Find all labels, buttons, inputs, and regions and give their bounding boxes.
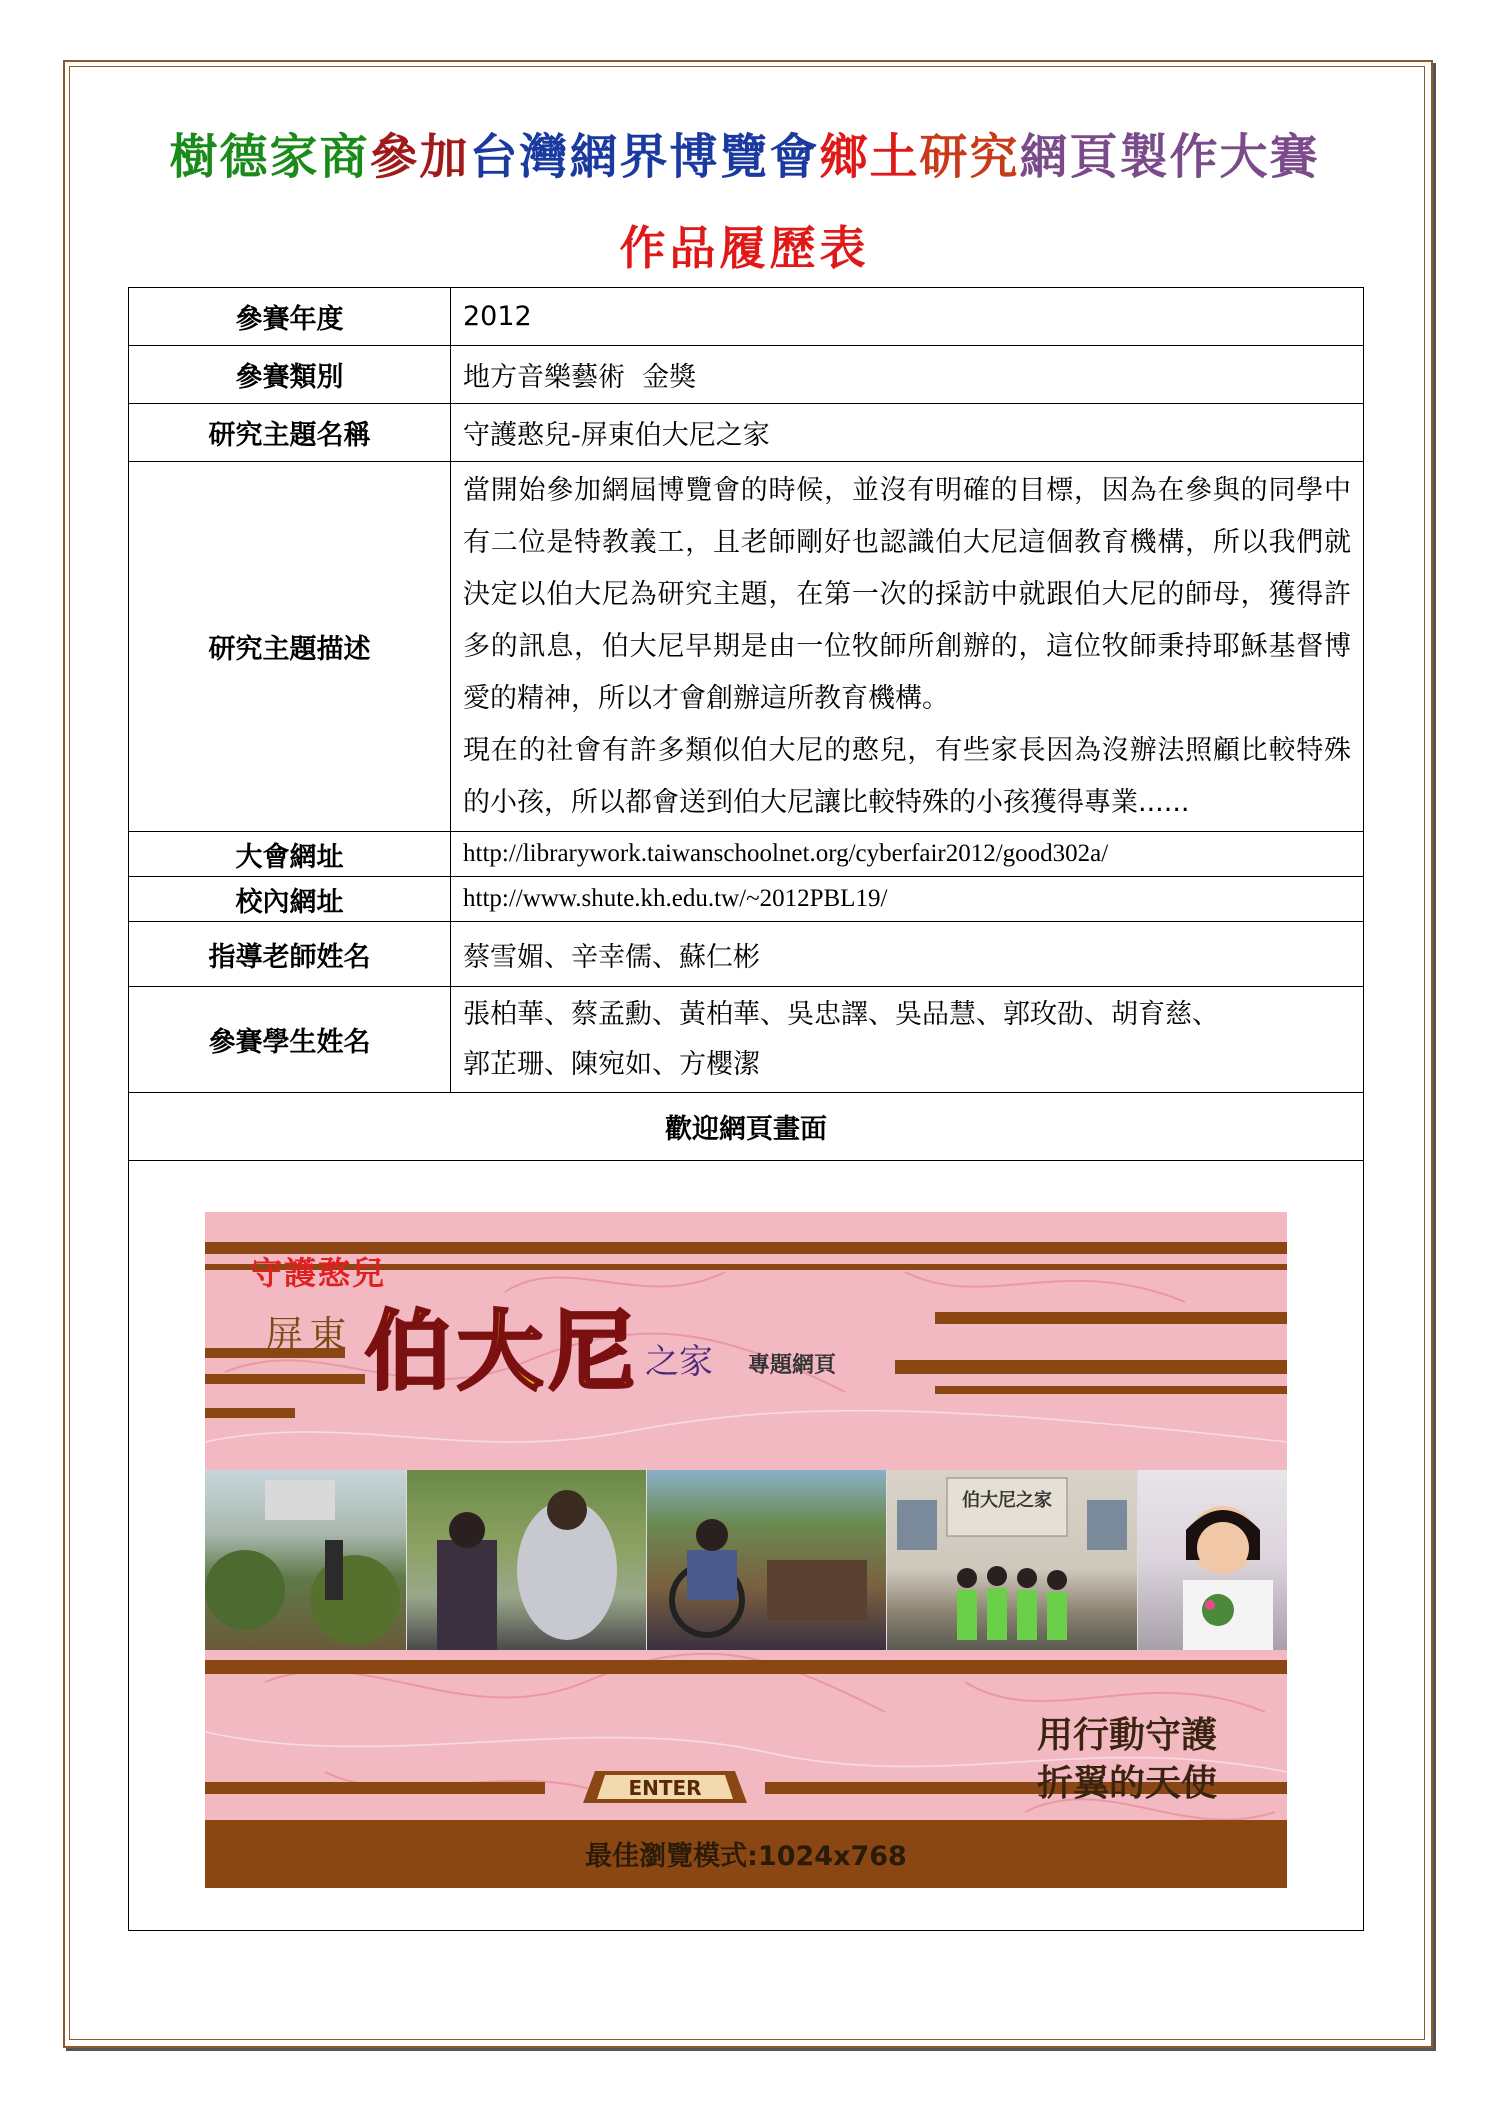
photo-volunteers-art bbox=[205, 1470, 407, 1650]
teacher-label: 指導老師姓名 bbox=[129, 922, 451, 987]
topic-value: 守護憨兒-屏東伯大尼之家 bbox=[451, 404, 1364, 462]
teacher-value: 蔡雪媚、辛幸儒、蘇仁彬 bbox=[451, 922, 1364, 987]
title-seg-1: 樹德家商 bbox=[169, 129, 370, 185]
table-row bbox=[129, 1093, 1364, 1161]
student-value bbox=[451, 987, 1364, 1093]
desc-paragraph-2: 現在的社會有許多類似伯大尼的憨兒，有些家長因為沒辦法照顧比較特殊的小孩，所以都會送到伯大尼讓比較特殊的小孩獲得專業...... bbox=[463, 734, 1351, 818]
enter-label: ENTER bbox=[628, 1776, 702, 1800]
banner-stripe bbox=[895, 1360, 1287, 1374]
title-seg-6: 網頁製作大賽 bbox=[1019, 129, 1320, 185]
desc-value bbox=[451, 462, 1364, 832]
photo-bethany-art bbox=[887, 1470, 1137, 1650]
site-label: 大會網址 bbox=[129, 832, 451, 877]
photo-bethany-home bbox=[887, 1470, 1137, 1650]
photo-smiling-girl bbox=[1138, 1470, 1287, 1650]
table-row bbox=[129, 987, 1364, 1093]
student-line-1: 張柏華、蔡孟勳、黃柏華、吳忠譯、吳品慧、郭玫劭、胡育慈、 bbox=[463, 998, 1219, 1030]
school-label: 校內網址 bbox=[129, 877, 451, 922]
title-seg-4: 鄉土 bbox=[819, 129, 920, 185]
table-row bbox=[129, 922, 1364, 987]
enter-button[interactable] bbox=[581, 1769, 749, 1805]
banner-title-d: 之家 bbox=[645, 1342, 713, 1382]
banner-title-e: 專題網頁 bbox=[748, 1353, 837, 1378]
photo-wheelchair-art bbox=[647, 1470, 887, 1650]
best-view-mode: 最佳瀏覽模式:1024x768 bbox=[585, 1841, 907, 1872]
school-url[interactable]: http://www.shute.kh.edu.tw/~2012PBL19/ bbox=[451, 877, 1364, 922]
title-seg-2: 參加 bbox=[369, 129, 470, 185]
banner-stripe bbox=[205, 1782, 545, 1794]
banner-stripe bbox=[205, 1374, 365, 1384]
document-title bbox=[0, 118, 1489, 187]
sign-text: 伯大尼之家 bbox=[962, 1490, 1053, 1511]
topic-label: 研究主題名稱 bbox=[129, 404, 451, 462]
slogan-line-2: 折翼的天使 bbox=[1036, 1763, 1217, 1804]
banner-slogan bbox=[1037, 1712, 1217, 1808]
photo-girl-art bbox=[1138, 1470, 1287, 1650]
table-row bbox=[129, 877, 1364, 922]
table-row bbox=[129, 346, 1364, 404]
banner-title-b: 屏東 bbox=[265, 1313, 354, 1357]
banner-stripe bbox=[205, 1660, 1287, 1674]
desc-label: 研究主題描述 bbox=[129, 462, 451, 832]
site-url[interactable]: http://librarywork.taiwanschoolnet.org/cyberfair2012/good302a/ bbox=[451, 832, 1364, 877]
banner-stripe bbox=[205, 1408, 295, 1418]
title-seg-5: 研究 bbox=[919, 129, 1020, 185]
banner-title-main: 伯大尼 bbox=[365, 1302, 641, 1402]
photo-wheelchair bbox=[647, 1470, 887, 1650]
photo-garden bbox=[407, 1470, 647, 1650]
welcome-label: 歡迎網頁畫面 bbox=[129, 1093, 1364, 1161]
student-line-2: 郭芷珊、陳宛如、方櫻潔 bbox=[463, 1048, 760, 1080]
banner-stripe bbox=[935, 1386, 1287, 1394]
year-value: 2012 bbox=[451, 288, 1364, 346]
category-value: 地方音樂藝術 金獎 bbox=[451, 346, 1364, 404]
banner-title-a: 守護憨兒 bbox=[250, 1254, 387, 1292]
welcome-page-screenshot bbox=[205, 1212, 1287, 1888]
title-seg-3: 台灣網界博覽會 bbox=[469, 129, 820, 185]
desc-paragraph-1: 當開始參加網屆博覽會的時候，並沒有明確的目標，因為在參與的同學中有二位是特教義工，且老師剛好也認識伯大尼這個教育機構，所以我們就決定以伯大尼為研究主題，在第一次的採訪中就跟伯大尼的師母，獲得許多的訊息，伯大尼早期是由一位牧師所創辦的，這位牧師秉持耶穌基督博愛的精神，所以才會創辦這所教育機構。 bbox=[463, 474, 1351, 714]
photo-strip bbox=[205, 1470, 1287, 1650]
student-label: 參賽學生姓名 bbox=[129, 987, 451, 1093]
photo-garden-art bbox=[407, 1470, 647, 1650]
table-row bbox=[129, 404, 1364, 462]
table-row bbox=[129, 832, 1364, 877]
document-subtitle: 作品履歷表 bbox=[619, 221, 870, 275]
table-row bbox=[129, 288, 1364, 346]
banner-stripe bbox=[935, 1312, 1287, 1324]
year-label: 參賽年度 bbox=[129, 288, 451, 346]
slogan-line-1: 用行動守護 bbox=[1036, 1715, 1217, 1756]
table-row bbox=[129, 462, 1364, 832]
photo-volunteers bbox=[205, 1470, 407, 1650]
category-label: 參賽類別 bbox=[129, 346, 451, 404]
